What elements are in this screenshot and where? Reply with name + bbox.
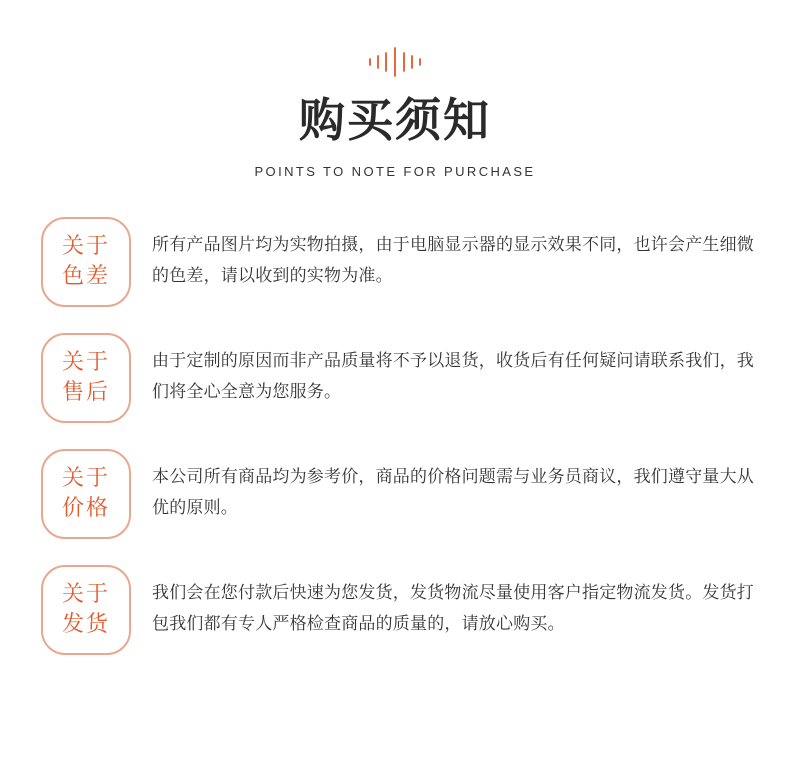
notice-after-sales <box>0 333 790 425</box>
page-subtitle: POINTS TO NOTE FOR PURCHASE <box>254 164 536 179</box>
badge-label-line1: 关于 <box>61 466 110 491</box>
badge-label-line2: 色差 <box>61 264 110 289</box>
page-title: 购买须知 <box>299 93 491 147</box>
notice-badge <box>41 333 131 423</box>
sound-wave-icon <box>365 46 425 78</box>
notice-badge <box>41 449 131 539</box>
notice-text: 本公司所有商品均为参考价，商品的价格问题需与业务员商议，我们遵守量大从优的原则。 <box>152 467 754 518</box>
badge-label-line2: 售后 <box>61 380 110 405</box>
badge-label-line1: 关于 <box>61 350 110 375</box>
notice-price <box>0 449 790 541</box>
notice-badge <box>41 217 131 307</box>
notice-text: 所有产品图片均为实物拍摄，由于电脑显示器的显示效果不同，也许会产生细微的色差，请以收到的实物为准。 <box>152 235 754 286</box>
notice-color-difference <box>0 217 790 309</box>
notice-shipping <box>0 565 790 657</box>
notice-text: 我们会在您付款后快速为您发货，发货物流尽量使用客户指定物流发货。发货打包我们都有专人严格检查商品的质量的，请放心购买。 <box>152 583 754 634</box>
badge-label-line1: 关于 <box>61 582 110 607</box>
badge-label-line2: 价格 <box>61 496 110 521</box>
page-header <box>0 0 790 200</box>
notice-badge <box>41 565 131 655</box>
badge-label-line1: 关于 <box>61 234 110 259</box>
badge-label-line2: 发货 <box>61 612 110 637</box>
notice-text: 由于定制的原因而非产品质量将不予以退货，收货后有任何疑问请联系我们，我们将全心全意为您服务。 <box>152 351 754 402</box>
